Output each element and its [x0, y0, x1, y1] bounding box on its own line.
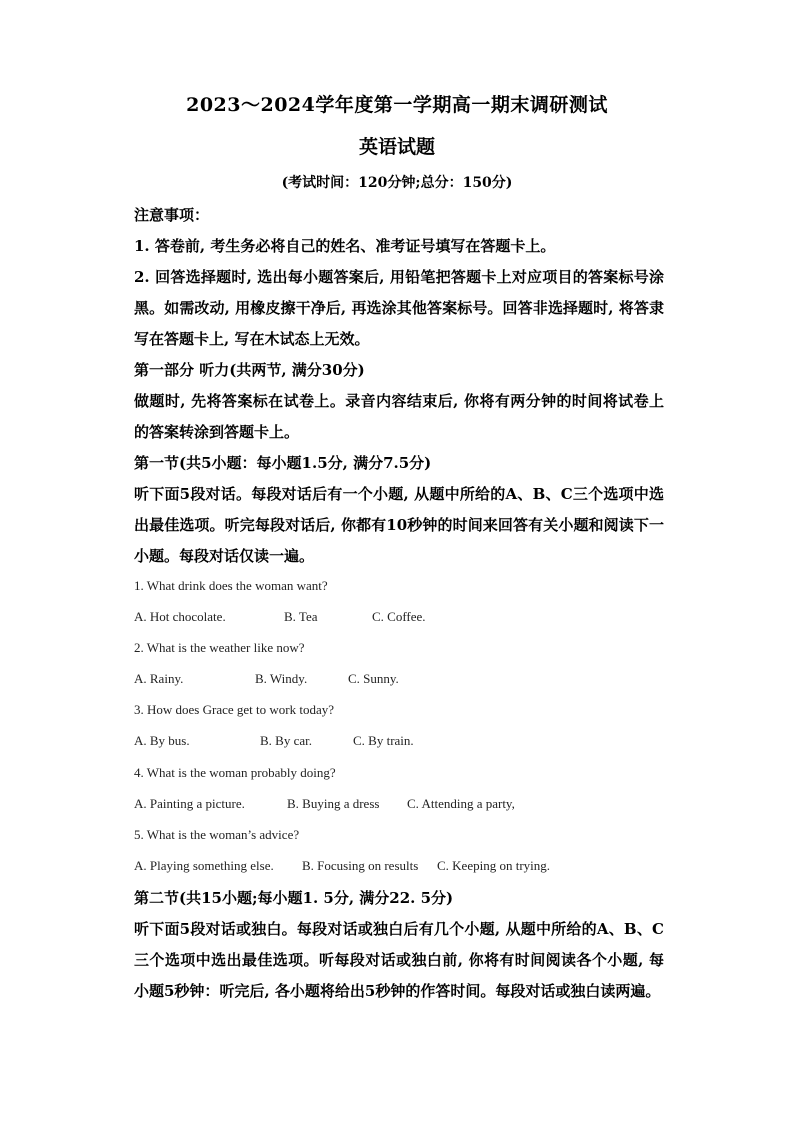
option-b[interactable]: B. Focusing on results [302, 858, 419, 873]
notes-item-2: 2. 回答选择题时, 选出每小题答案后, 用铅笔把答题卡上对应项目的答案标号涂黑。如需改动, 用橡皮擦干净后, 再选涂其他答案标号。回答非选择题时, 将答隶写在答题卡上, 写在木试态上无效。 [134, 268, 664, 348]
section2-heading: 第二节(共15小题;每小题1. 5分, 满分22. 5分) [134, 889, 454, 907]
option-b[interactable]: B. By car. [260, 733, 312, 748]
section1-instructions: 听下面5段对话。每段对话后有一个小题, 从题中所给的A、B、C三个选项中选出最佳选项。听完每段对话后, 你都有10秒钟的时间来回答有关小题和阅读下一小题。每段对话仅读一遍。 [134, 485, 664, 565]
exam-title: 2023～2024学年度第一学期高一期末调研测试 [186, 94, 608, 116]
option-a[interactable]: A. Playing something else. [134, 858, 274, 873]
notes-item-1: 1. 答卷前, 考生务必将自己的姓名、准考证号填写在答题卡上。 [134, 237, 556, 255]
question-1: 1. What drink does the woman want? [134, 578, 328, 593]
section2-instructions: 听下面5段对话或独白。每段对话或独白后有几个小题, 从题中所给的A、B、C三个选项中选出最佳选项。听每段对话或独白前, 你将有时间阅读各个小题, 每小题5秒钟：听完后, 各小题将给出5秒钟的作答时间。每段对话或独白读两遍。 [134, 920, 664, 1000]
question-3: 3. How does Grace get to work today? [134, 702, 334, 717]
option-c[interactable]: C. Coffee. [372, 609, 426, 624]
option-b[interactable]: B. Buying a dress [287, 796, 380, 811]
exam-info: (考试时间：120分钟;总分：150分) [281, 175, 513, 191]
option-c[interactable]: C. Sunny. [348, 671, 399, 686]
option-b[interactable]: B. Tea [284, 609, 318, 624]
question-2: 2. What is the weather like now? [134, 640, 305, 655]
option-a[interactable]: A. Hot chocolate. [134, 609, 226, 624]
section1-heading: 第一节(共5小题：每小题1.5分, 满分7.5分) [134, 454, 432, 472]
exam-subject: 英语试题 [358, 136, 435, 158]
option-b[interactable]: B. Windy. [255, 671, 308, 686]
option-c[interactable]: C. Keeping on trying. [437, 858, 551, 873]
question-5: 5. What is the woman’s advice? [134, 827, 300, 842]
option-a[interactable]: A. By bus. [134, 733, 190, 748]
part1-heading: 第一部分 听力(共两节, 满分30分) [134, 361, 365, 379]
option-c[interactable]: C. Attending a party, [407, 796, 515, 811]
option-a[interactable]: A. Rainy. [134, 671, 184, 686]
option-c[interactable]: C. By train. [353, 733, 414, 748]
option-a[interactable]: A. Painting a picture. [134, 796, 245, 811]
notes-heading: 注意事项： [134, 206, 210, 224]
part1-instructions: 做题时, 先将答案标在试卷上。录音内容结束后, 你将有两分钟的时间将试卷上的答案转涂到答题卡上。 [134, 392, 664, 441]
question-4: 4. What is the woman probably doing? [134, 765, 336, 780]
